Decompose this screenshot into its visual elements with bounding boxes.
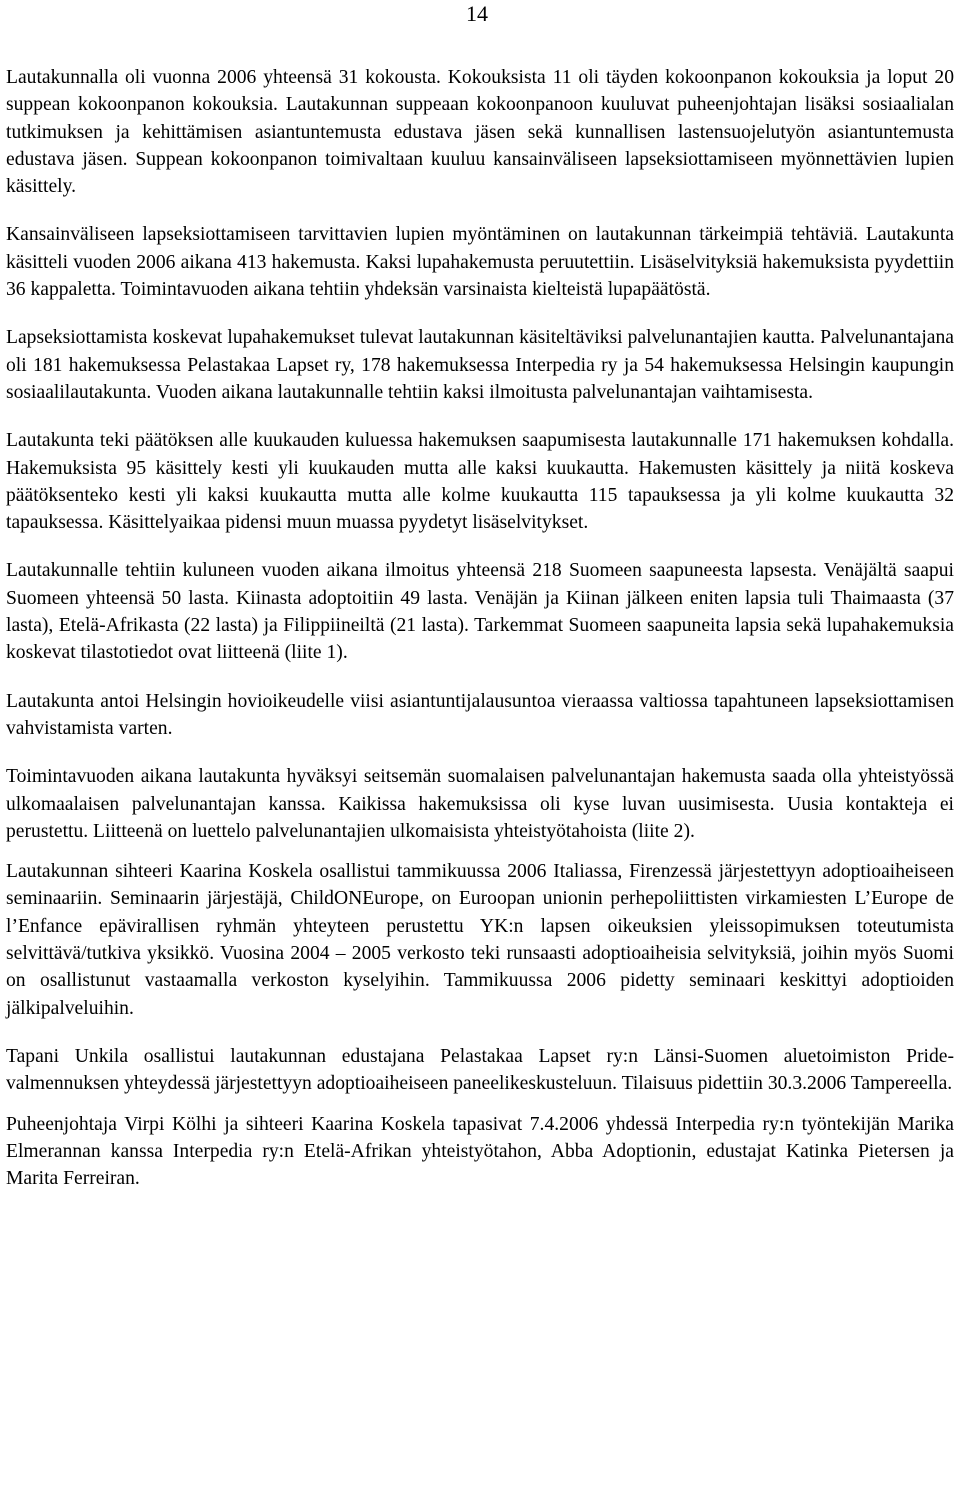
paragraph-permits: Kansainväliseen lapseksiottamiseen tarvittavien lupien myöntäminen on lautakunnan tärkeimpiä tehtäviä. Lautakunta käsitteli vuoden 2006 aikana 413 hakemusta. Kaksi lupahakemusta peruutettiin. Lisäselvityksiä hakemuksista pyydettiin 36 kappaletta. Toimintavuoden aikana tehtiin yhdeksän varsinaista kielteistä lupapäätöstä.	[6, 224, 954, 301]
paragraph-meetings: Lautakunnalla oli vuonna 2006 yhteensä 31 kokousta. Kokouksista 11 oli täyden kokoonpanon kokouksia ja loput 20 suppean kokoonpanon kokouksia. Lautakunnan suppeaan kokoonpanoon kuuluvat puheenjohtajan lisäksi sosiaalialan tutkimuksen ja kehittämisen asiantuntemusta edustava jäsen sekä kunnallisen lastensuojelutyön asiantuntemusta edustava jäsen. Suppean kokoonpanon toimivaltaan kuuluu kansainväliseen lapseksiottamiseen myönnettävien lupien käsittely.	[6, 67, 954, 198]
paragraph-meeting-interpedia: Puheenjohtaja Virpi Kölhi ja sihteeri Kaarina Koskela tapasivat 7.4.2006 yhdessä Interpedia ry:n työntekijän Marika Elmerannan kanssa Interpedia ry:n Etelä-Afrikan yhteistyötahon, Abba Adoptionin, edustajat Katinka Pietersen ja Marita Ferreiran.	[6, 1113, 954, 1190]
page-number: 14	[466, 1, 488, 26]
document-body	[6, 64, 954, 1192]
paragraph-processing-times: Lautakunta teki päätöksen alle kuukauden kuluessa hakemuksen saapumisesta lautakunnalle 171 hakemuksen kohdalla. Hakemuksista 95 käsittely kesti yli kuukauden mutta alle kaksi kuukautta. Hakemusten käsittely ja niitä koskeva päätöksenteko kesti yli kaksi kuukautta mutta alle kolme kuukautta 115 tapauksessa ja yli kolme kuukautta 32 tapauksessa. Käsittelyaikaa pidensi muun muassa pyydetyt lisäselvitykset.	[6, 430, 954, 534]
paragraph-service-providers: Lapseksiottamista koskevat lupahakemukset tulevat lautakunnan käsiteltäviksi palvelunantajien kautta. Palvelunantajana oli 181 hakemuksessa Pelastakaa Lapset ry, 178 hakemuksessa Interpedia ry ja 54 hakemuksessa Helsingin kaupungin sosiaalilautakunta. Vuoden aikana lautakunnalle tehtiin kaksi ilmoitusta palvelunantajan vaihtamisesta.	[6, 327, 954, 403]
paragraph-court-statements: Lautakunta antoi Helsingin hovioikeudelle viisi asiantuntijalausuntoa vieraassa valtiossa tapahtuneen lapseksiottamisen vahvistamista varten.	[6, 690, 954, 739]
paragraph-panel-discussion: Tapani Unkila osallistui lautakunnan edustajana Pelastakaa Lapset ry:n Länsi-Suomen aluetoimiston Pride-valmennuksen yhteydessä järjestettyyn adoptioaiheiseen paneelikeskusteluun. Tilaisuus pidettiin 30.3.2006 Tampereella.	[6, 1045, 954, 1095]
paragraph-cooperation-approvals: Toimintavuoden aikana lautakunta hyväksyi seitsemän suomalaisen palvelunantajan hakemusta saada olla yhteistyössä ulkomaalaisen palvelunantajan kanssa. Kaikissa hakemuksissa oli kyse luvan uusimisesta. Uusia kontakteja ei perustettu. Liitteenä on luettelo palvelunantajien ulkomaisista yhteistyötahoista (liite 2).	[6, 766, 954, 842]
paragraph-seminar-florence: Lautakunnan sihteeri Kaarina Koskela osallistui tammikuussa 2006 Italiassa, Firenzessä järjestettyyn adoptioaiheiseen seminaariin. Seminaarin järjestäjä, ChildONEurope, on Euroopan unionin perhepoliittisten virkamiesten L’Europe de l’Enfance epävirallisen ryhmän yhteyteen perustettu YK:n lapsen oikeuksien yleissopimuksen toteutumista selvittävä/tutkiva yksikkö. Vuosina 2004 – 2005 verkosto teki runsaasti adoptioaiheisia selvityksiä, joihin myös Suomi on osallistunut vastaamalla verkoston kyselyihin. Tammikuussa 2006 pidetty seminaari keskittyi adoptioiden jälkipalveluihin.	[6, 861, 954, 1019]
paragraph-arrived-children: Lautakunnalle tehtiin kuluneen vuoden aikana ilmoitus yhteensä 218 Suomeen saapuneesta lapsesta. Venäjältä saapui Suomeen yhteensä 50 lasta. Kiinasta adoptoitiin 49 lasta. Venäjän ja Kiinan jälkeen eniten lapsia tuli Thaimaasta (37 lasta), Etelä-Afrikasta (22 lasta) ja Filippiineiltä (21 lasta). Tarkemmat Suomeen saapuneita lapsia sekä lupahakemuksia koskevat tilastotiedot ovat liitteenä (liite 1).	[6, 560, 954, 664]
